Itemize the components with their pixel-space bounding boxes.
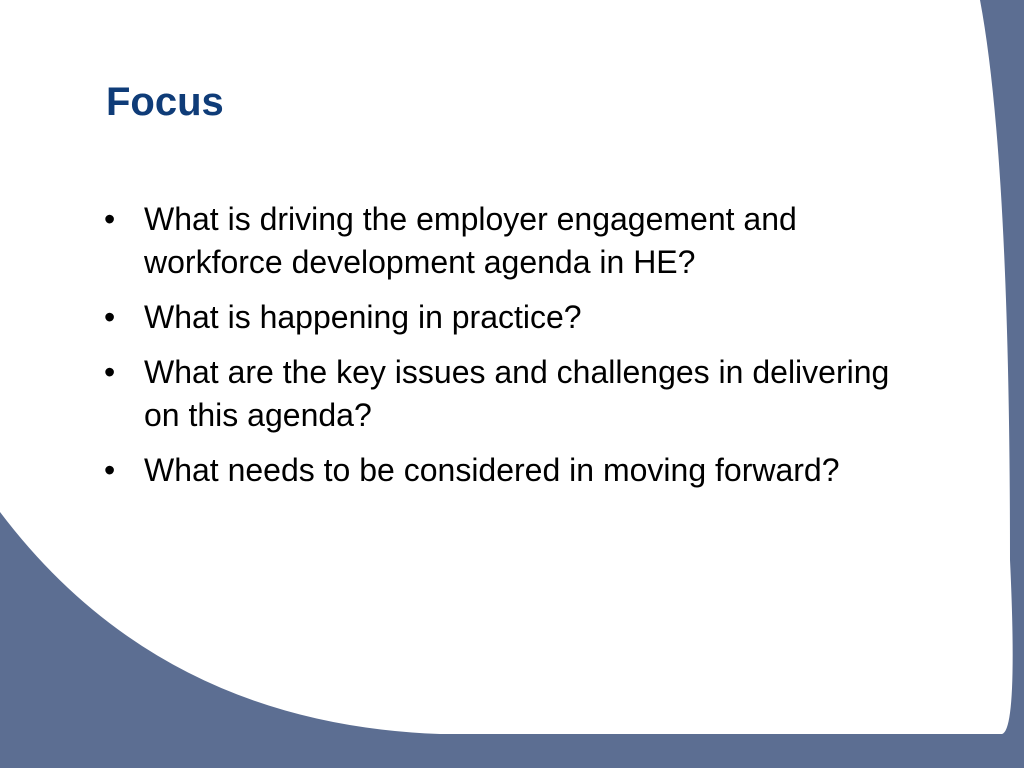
bullet-text: What is driving the employer engagement and workforce development agenda in HE? (144, 201, 797, 280)
slide-title: Focus (106, 80, 224, 124)
bullet-icon: • (104, 452, 116, 488)
bullet-item (104, 449, 924, 492)
bullet-item (104, 296, 924, 339)
bullet-item (104, 351, 924, 437)
bullet-text: What needs to be considered in moving forward? (144, 452, 840, 488)
bullet-text: What are the key issues and challenges in delivering on this agenda? (144, 354, 890, 433)
bullet-icon: • (104, 299, 116, 335)
bullet-icon: • (104, 354, 116, 390)
bullet-list (104, 198, 924, 504)
bullet-item (104, 198, 924, 284)
bullet-icon: • (104, 201, 116, 237)
bullet-text: What is happening in practice? (144, 299, 582, 335)
